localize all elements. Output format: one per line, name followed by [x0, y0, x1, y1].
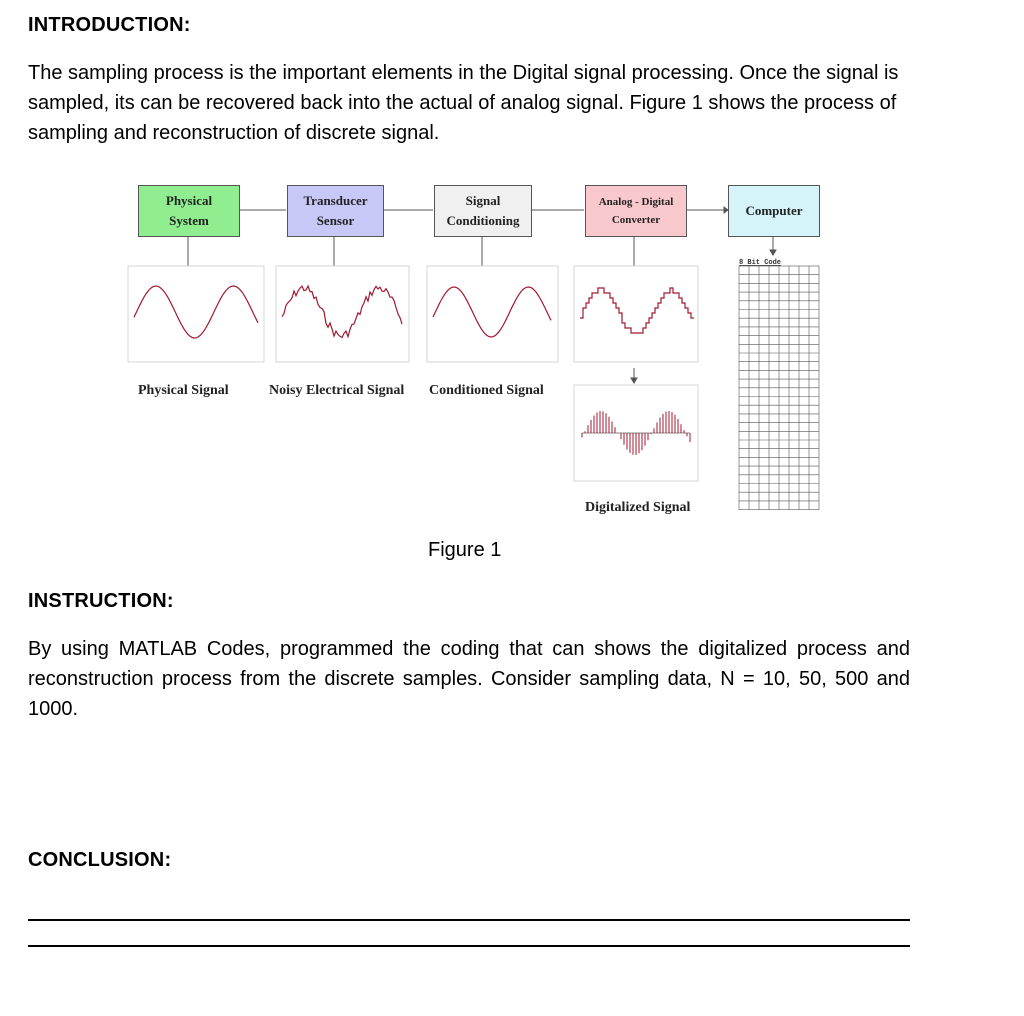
physical-signal-plot	[128, 266, 264, 362]
transducer-sensor-box: Transducer Sensor	[287, 185, 384, 237]
introduction-text: The sampling process is the important elements in the Digital signal processing. Once the signal is sampled, its can be recovered back into the actual of analog signal. Figure 1 shows the process of sampling and reconstruction of discrete signal.	[28, 62, 899, 144]
signal-conditioning-box: Signal Conditioning	[434, 185, 532, 237]
adc-signal-plot	[574, 266, 698, 362]
conditioned-signal-label: Conditioned Signal	[429, 383, 544, 398]
bit-code-table	[739, 266, 819, 510]
instruction-text: By using MATLAB Codes, programmed the coding that can shows the digitalized process and reconstruction process from the discrete samples. Consider sampling data, N = 10, 50, 500 and 1000.	[28, 638, 910, 720]
computer-box: Computer	[728, 185, 820, 237]
noisy-signal-plot	[276, 266, 409, 362]
adc-box: Analog - Digital Converter	[585, 185, 687, 237]
digitalized-signal-label: Digitalized Signal	[585, 500, 691, 515]
answer-line-1[interactable]	[28, 919, 910, 921]
noisy-signal-label: Noisy Electrical Signal	[269, 383, 405, 398]
figure-graphics	[112, 178, 832, 528]
introduction-heading: INTRODUCTION:	[28, 14, 191, 36]
physical-signal-label: Physical Signal	[138, 383, 229, 398]
bit-code-title: 8 Bit Code	[739, 259, 782, 267]
conditioned-signal-plot	[427, 266, 558, 362]
physical-system-box: Physical System	[138, 185, 240, 237]
figure-caption: Figure 1	[428, 539, 502, 561]
answer-line-2[interactable]	[28, 945, 910, 947]
conclusion-heading: CONCLUSION:	[28, 849, 172, 871]
instruction-heading: INSTRUCTION:	[28, 590, 174, 612]
